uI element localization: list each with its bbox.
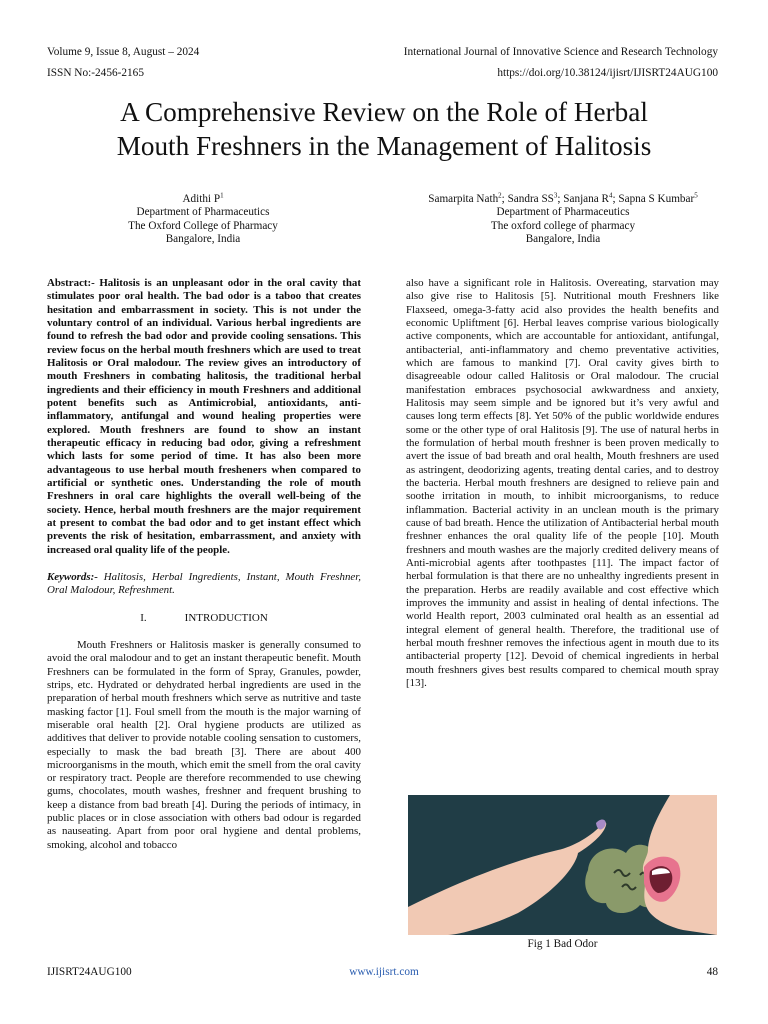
author-college-left: The Oxford College of Pharmacy: [128, 219, 278, 232]
author-dept-right: Department of Pharmaceutics: [496, 206, 630, 219]
volume-issue: Volume 9, Issue 8, August – 2024: [47, 46, 200, 58]
figure-bad-odor: [408, 795, 717, 935]
keywords: Keywords:- Halitosis, Herbal Ingredients, Instant, Mouth Freshner, Oral Malodour, Refreshment.: [47, 570, 361, 597]
footer-paper-id: IJISRT24AUG100: [47, 966, 132, 978]
abstract: Abstract:- Halitosis is an unpleasant odor in the oral cavity that stimulates poor oral health. The bad odor is a taboo that creates hesitation and embarrassment in society. This is not under the voluntary control of an individual. Various herbal ingredients are found to refresh the bad odor and provide cooling sensations. This review focus on the herbal mouth freshners which are used to treat Halitosis or Oral malodour. The review gives an introductory of mouth Freshners in combating halitosis, the traditional herbal ingredients and their efficiency in mouth Freshners and additional potent benefits such as Antimicrobial, antioxidants, anti-inflammatory, antifungal and wound healing properties were explored. Mouth freshners are found to show an instant therapeutic efficacy in reducing bad odor, giving a refreshment which lasts for some period of time. It has also been more advantageous to use herbal mouth fresheners when compared to artificial or synthetic ones. Understanding the role of mouth Freshners in oral care highlights the overall well-being of the society. Hence, herbal mouth freshners are the major requirement at present to combat the bad odor and to get instant effect which prevents the risk of hesitation, embarrassment, and anxiety with increased oral quality life of the people.: [47, 277, 361, 556]
intro-paragraph-left: Mouth Freshners or Halitosis masker is generally consumed to avoid the oral malodour and to get an instant therapeutic benefit. Mouth Freshners can be formulated in the form of Spray, Granules, powder, strips, etc. Hydrated or dehydrated herbal ingredients are used in the preparation of herbal mouth freshners which serve as nutritive and taste masking factor [1]. Foul smell from the mouth is the major warning of miserable oral health [2]. Oral hygiene products are utilized as additives that deliver to provide notable cooling sensation to customers, especially to mask the bad breath [3]. There are about 400 microorganisms in the mouth, which emit the smell from the oral cavity or respiratory tract. People are therefore recommended to use chewing gums, chocolates, mouth washes, freshner and frequent brushing to keep a distance from bad breath [4]. During the periods of intimacy, in public places or in close association with others bad odour is regarded as nauseating. Apart from poor oral hygiene and dental problems, smoking, alcohol and tobacco: [47, 638, 361, 851]
author-dept-left: Department of Pharmaceutics: [136, 206, 270, 219]
author-city-left: Bangalore, India: [165, 233, 241, 246]
footer-website-link[interactable]: www.ijisrt.com: [349, 966, 419, 978]
doi-link[interactable]: https://doi.org/10.38124/ijisrt/IJISRT24AUG100: [497, 67, 718, 79]
author-college-right: The oxford college of pharmacy: [490, 219, 636, 232]
author-names-right: Samarpita Nath$^2$; Sandra $SS^3$; Sanjana $R^4$; Sapna S Kumbar$^5$: [428, 191, 698, 205]
author-block-right: [400, 193, 726, 247]
figure-caption: Fig 1 Bad Odor: [527, 938, 598, 950]
journal-name: International Journal of Innovative Science and Research Technology: [403, 46, 718, 58]
author-block-left: [53, 193, 353, 247]
paper-title: [0, 95, 768, 163]
left-column: [47, 277, 361, 852]
page-number: 48: [706, 966, 718, 978]
author-city-right: Bangalore, India: [525, 233, 601, 246]
title-line-1: A Comprehensive Review on the Role of Herbal: [120, 97, 648, 127]
author-name-left: Adithi $P^1$: [182, 191, 224, 205]
title-line-2: Mouth Freshners in the Management of Halitosis: [116, 131, 652, 161]
issn: ISSN No:-2456-2165: [47, 67, 144, 79]
right-column: [406, 277, 719, 690]
intro-paragraph-right: also have a significant role in Halitosis. Overeating, starvation may also give rise to Halitosis [5]. Nutritional mouth Freshners like Flaxseed, omega-3-fatty acid also provides the health benefits and economic Upliftment [6]. Herbal leaves comprise various biologically active components, which are accountable for antioxidant, antifungal, antibacterial, anti-inflammatory and chemo preventative activities, which are famous to mankind [7]. Oral cavity gives birth to disagreeable odour called Halitosis or Oral malodour. The crucial manifestation embraces psychosocial awkwardness and anxiety, Halitosis may seem simple and be ignored but it’s very awful and causes long term effects [8]. Yet 50% of the public worldwide endures some or the other type of oral Halitosis [9]. The use of natural herbs in the formulation of herbal mouth freshner is been proven medically to avert the issue of bad breath and oral health, Mouth freshners are used as astringent, deodorizing agents, treating dental caries, and to destroy the bacteria. Herbal mouth freshners are designed to relieve pain and soothe irritation in mouth, to inhibit microorganisms, to reduce inflammation. Bacterial activity in an unclean mouth is the primary cause of bad breath. Hence the utilization of Antibacterial herbal mouth freshner enhances the oral quality life of the people [10]. Mouth freshners and mouth washes are the majorly credited delivery means of Anti-microbial agents after toothpastes [11]. The impact factor of herbal formulation is that there are no unhealthy ingredients present in the preparation. Herbs are readily available and cost effective which improves the immunity and assist in healing of dental infections. The world Health report, 2003 culminated oral health as an essential ad integral element of general health. Therefore, the traditional use of herbal mouth freshner removes the infectious agent in mouth due to its antibacterial property [12]. Devoid of chemical ingredients in herbal mouth freshners gives best results compared to chemical mouth spray [13].: [406, 277, 719, 689]
section-heading: I. INTRODUCTION: [140, 611, 268, 624]
bad-odor-illustration: [408, 795, 717, 935]
